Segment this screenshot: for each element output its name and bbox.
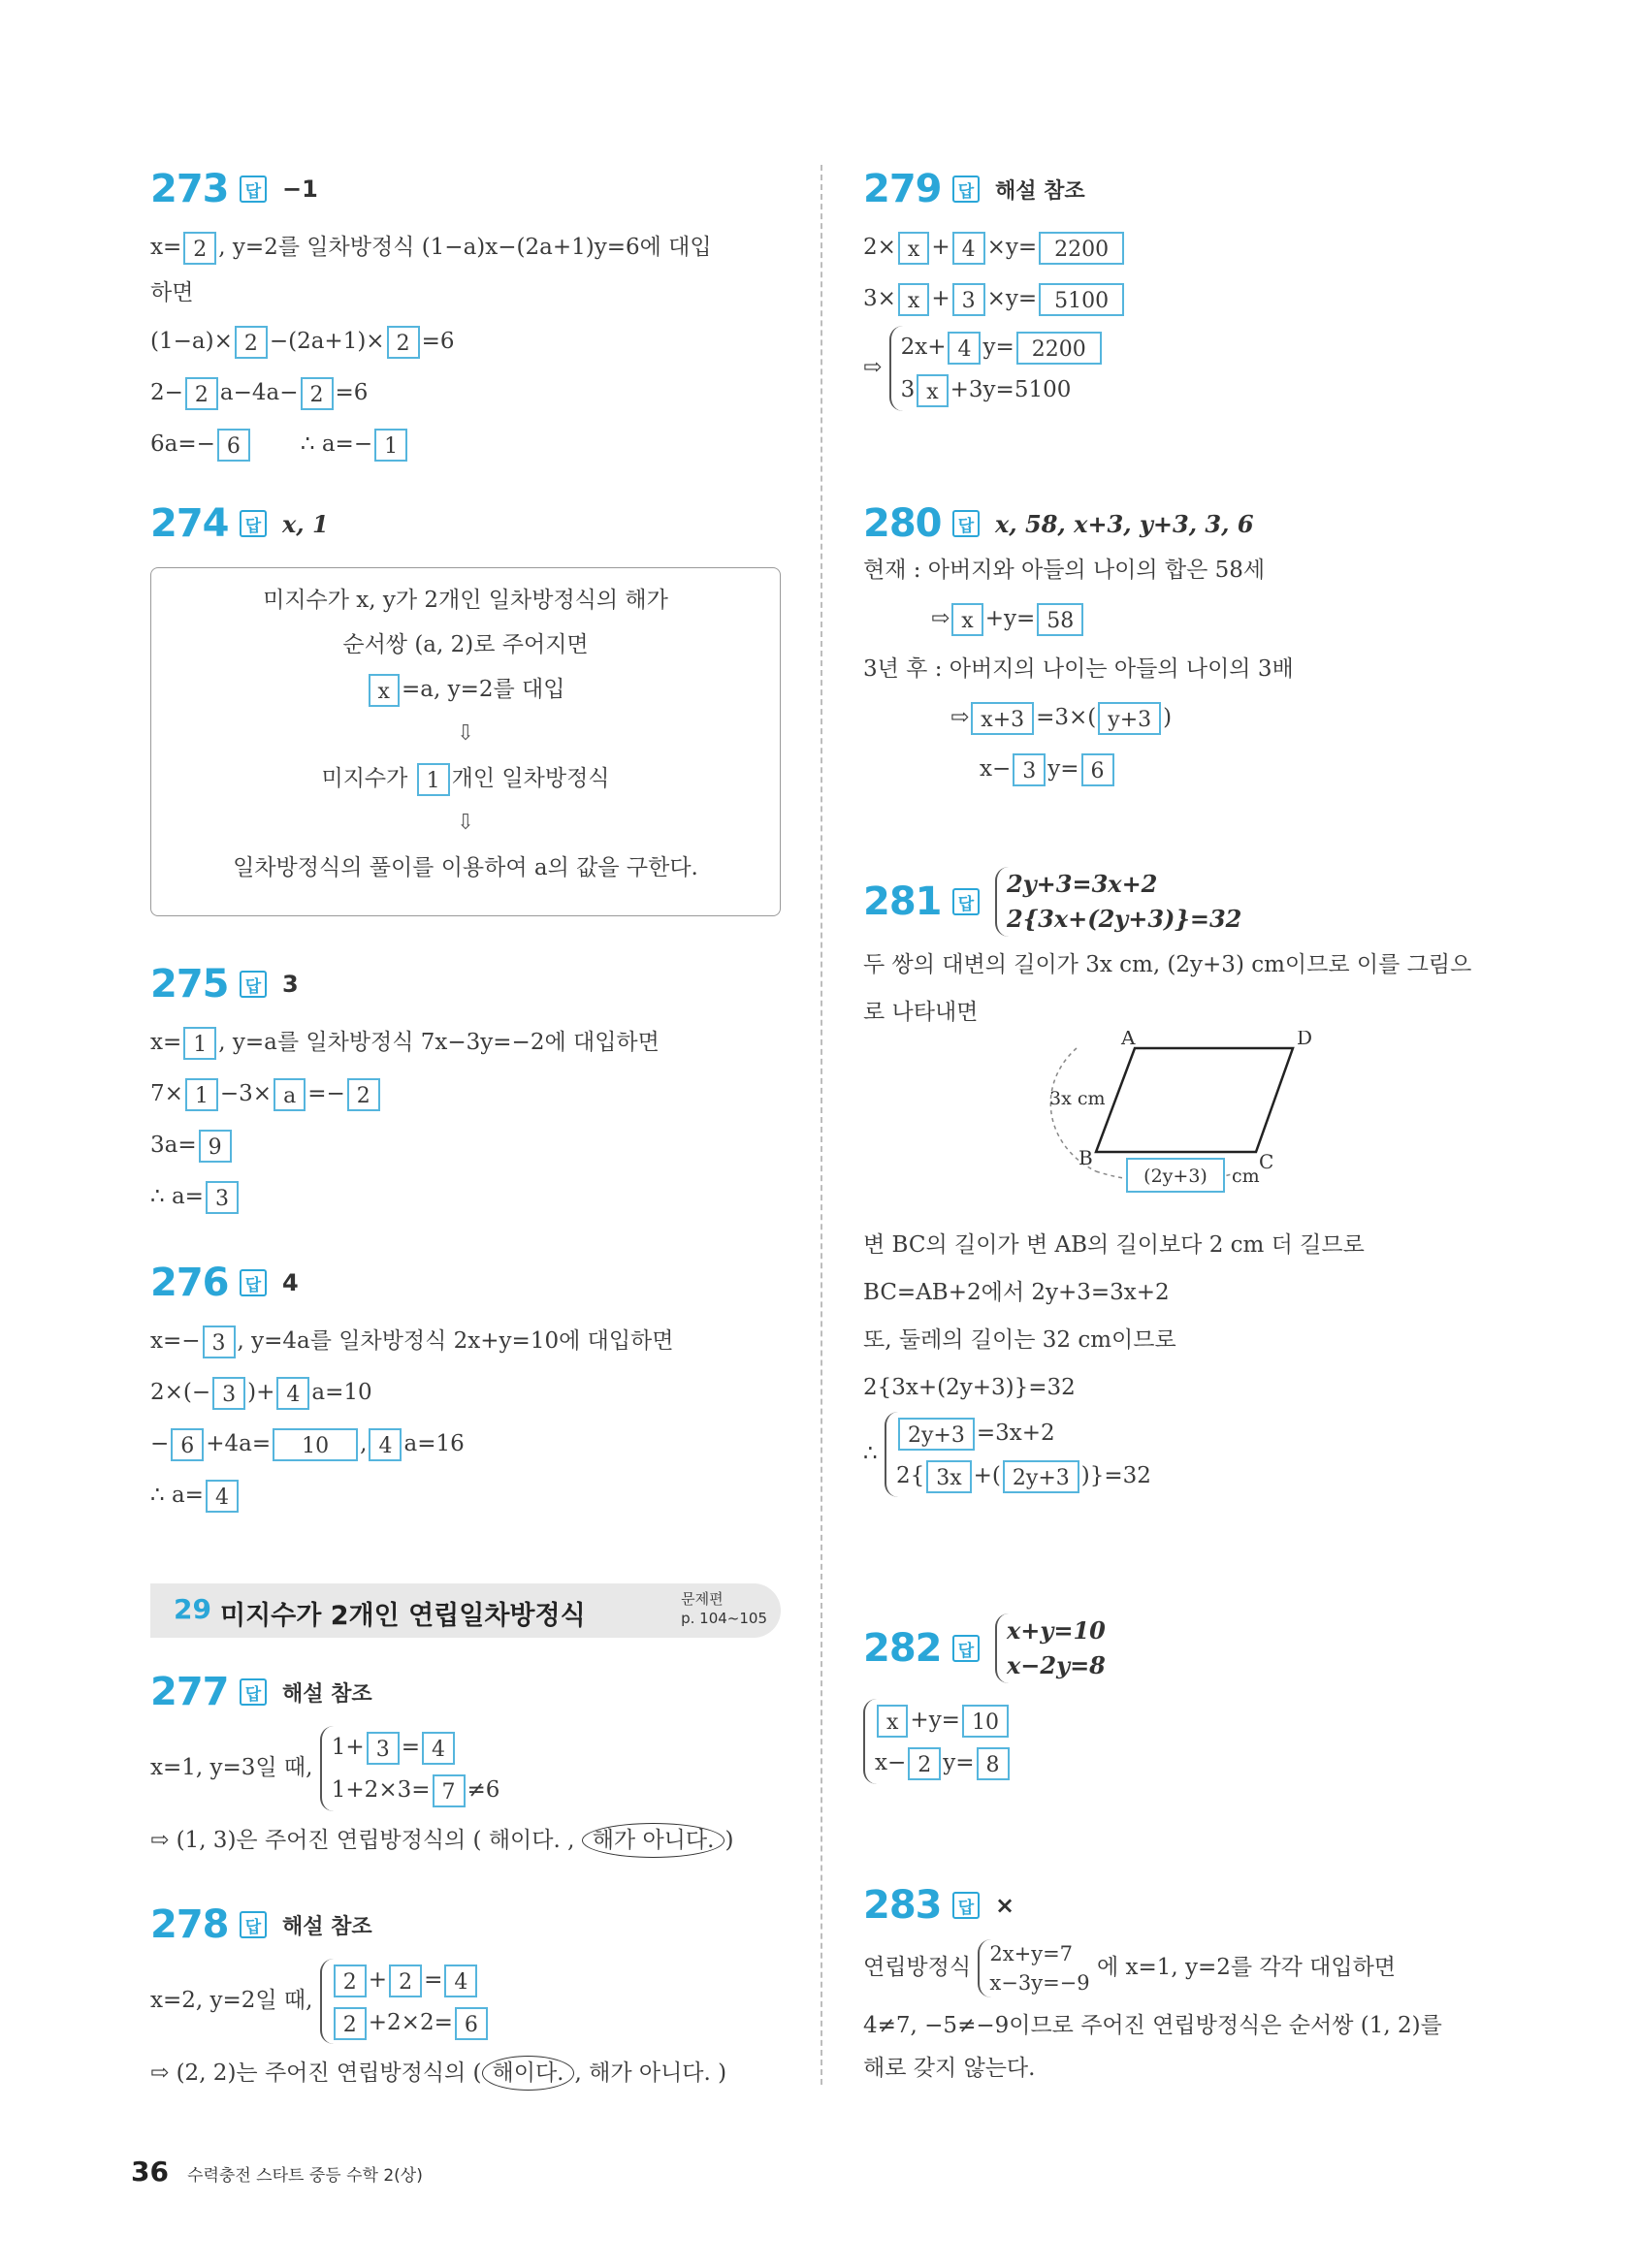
problem-number: 280	[863, 501, 942, 546]
fill-box: 10	[273, 1428, 358, 1461]
text: , 해가 아니다. )	[574, 2060, 727, 2086]
fill-box: 2	[334, 2007, 367, 2040]
text: 미지수가	[321, 766, 408, 791]
text: 3년 후 : 아버지의 나이는 아들의 나이의 3배	[863, 656, 1294, 682]
therefore-symbol: ∴	[863, 1441, 878, 1466]
problem-number: 281	[863, 879, 942, 924]
problem-number: 282	[863, 1626, 942, 1671]
text: ∴ a=	[150, 1483, 204, 1508]
fill-box: 2200	[1039, 232, 1124, 265]
answer-text: −1	[282, 176, 318, 203]
fill-box: 10	[962, 1705, 1009, 1738]
fill-box: x	[898, 232, 929, 265]
fill-box: 58	[1037, 603, 1083, 636]
text: 변 BC의 길이가 변 AB의 길이보다 2 cm 더 길므로	[863, 1232, 1365, 1258]
section-number: 29	[174, 1593, 211, 1625]
text: x=	[150, 1030, 182, 1055]
page-number: 36	[131, 2156, 169, 2188]
problem-276	[150, 1259, 781, 1513]
answer-text: 해설 참조	[282, 1681, 372, 1707]
problem-number: 275	[150, 962, 229, 1006]
box-line: 미지수가 x, y가 2개인 일차방정식의 해가	[263, 588, 668, 613]
fill-box: 1	[374, 429, 407, 462]
text: 하면	[150, 280, 194, 305]
text: +3y=5100	[950, 377, 1072, 402]
text: 연립방정식	[863, 1955, 972, 1980]
text: 1+2×3=	[331, 1777, 431, 1803]
box-line: 순서쌍 (a, 2)로 주어지면	[342, 632, 589, 657]
text: +(	[973, 1463, 1001, 1488]
system-brace	[320, 1959, 490, 2044]
text: =6	[421, 329, 455, 354]
text: 2x+	[900, 335, 947, 360]
answer-badge: 답	[952, 1635, 980, 1662]
system-brace	[889, 326, 1104, 411]
problem-number: 283	[863, 1883, 942, 1928]
unit-label: cm	[1232, 1166, 1260, 1187]
vertex-b-label: B	[1079, 1146, 1093, 1169]
vertex-a-label: A	[1121, 1031, 1136, 1049]
parallelogram-figure	[863, 1031, 1503, 1225]
answer-text: x, 1	[282, 509, 329, 538]
system-brace	[863, 1699, 1012, 1784]
text: ⇨ (1, 3)은 주어진 연립방정식의 ( 해이다. ,	[150, 1828, 575, 1853]
text: +	[931, 286, 950, 311]
answer-badge: 답	[952, 510, 980, 537]
problem-282	[863, 1610, 1503, 1784]
fill-box: a	[274, 1078, 306, 1111]
text: ×y=	[986, 235, 1038, 260]
answer-badge: 답	[240, 1911, 267, 1938]
fill-box: 2y+3	[898, 1418, 975, 1451]
fill-box: 2y+3	[1003, 1460, 1079, 1493]
text: a−4a−	[219, 380, 299, 405]
vertex-c-label: C	[1259, 1150, 1274, 1173]
text: 3a=	[150, 1133, 197, 1158]
problem-274	[150, 499, 781, 548]
text: +y=	[910, 1708, 960, 1733]
fill-box: 1	[185, 1078, 218, 1111]
circled-answer: 해이다.	[482, 2056, 575, 2091]
text: 두 쌍의 대변의 길이가 3x cm, (2y+3) cm이므로 이를 그림으	[863, 952, 1472, 977]
fill-box: 3	[952, 283, 985, 316]
text: )}=32	[1080, 1463, 1151, 1488]
answer-badge: 답	[240, 1678, 267, 1706]
answer-eq-2: 2{3x+(2y+3)}=32	[1007, 905, 1242, 933]
answer-system	[995, 1613, 1106, 1683]
fill-box: 8	[977, 1747, 1010, 1780]
section-reference	[681, 1589, 767, 1628]
text: ,	[360, 1431, 368, 1456]
page-footer	[131, 2156, 423, 2188]
text: 2×	[863, 235, 896, 260]
down-arrow-icon: ⇩	[456, 721, 475, 746]
text: 1+	[331, 1735, 365, 1760]
text: y=	[982, 335, 1014, 360]
text: (1−a)×	[150, 329, 233, 354]
text: x−	[980, 756, 1012, 782]
problem-number: 277	[150, 1670, 229, 1714]
system-brace	[320, 1726, 500, 1811]
fill-box: 3	[203, 1326, 236, 1358]
concept-box-274	[150, 567, 781, 916]
answer-text: ×	[995, 1892, 1015, 1919]
text: 3×	[863, 286, 896, 311]
text: 에 x=1, y=2를 각각 대입하면	[1096, 1955, 1397, 1980]
fill-box: 4	[276, 1377, 309, 1410]
fill-box: 6	[171, 1428, 204, 1461]
text: 로 나타내면	[863, 1000, 979, 1025]
problem-275	[150, 960, 781, 1214]
problem-number: 274	[150, 501, 229, 546]
answer-badge: 답	[952, 888, 980, 915]
text: x=1, y=3일 때,	[150, 1755, 313, 1780]
text: x=−	[150, 1328, 201, 1354]
right-arrow-icon: ⇨	[950, 705, 970, 730]
text: , y=4a를 일차방정식 2x+y=10에 대입하면	[237, 1328, 674, 1354]
text: 2−	[150, 380, 183, 405]
bottom-length-label: (2y+3)	[1143, 1166, 1207, 1187]
system-brace	[885, 1412, 1151, 1497]
answer-text: 해설 참조	[995, 178, 1085, 204]
fill-box: 6	[455, 2007, 488, 2040]
fill-box: x	[369, 674, 400, 707]
fill-box: 3	[367, 1732, 400, 1765]
answer-text: x, 58, x+3, y+3, 3, 6	[995, 509, 1254, 538]
problem-273	[150, 165, 781, 462]
text: )	[724, 1828, 734, 1853]
fill-box: 2	[347, 1078, 380, 1111]
problem-number: 278	[150, 1902, 229, 1947]
fill-box: 4	[948, 332, 981, 365]
fill-box: 3	[206, 1181, 239, 1214]
text: 2×(−	[150, 1380, 211, 1405]
section-ref-label: 문제편	[681, 1590, 724, 1608]
fill-box: 4	[444, 1965, 477, 1997]
text: +	[368, 1967, 388, 1993]
equation: 2x+y=7	[989, 1942, 1074, 1965]
fill-box: 9	[199, 1130, 232, 1163]
text: x=	[150, 235, 182, 260]
text: 또, 둘레의 길이는 32 cm이므로	[863, 1327, 1176, 1353]
fill-box: x	[917, 374, 948, 407]
text: +	[931, 235, 950, 260]
right-arrow-icon: ⇨	[863, 355, 883, 380]
problem-283	[863, 1881, 1503, 2083]
text: ∴ a=	[150, 1184, 204, 1209]
fill-box: 6	[217, 429, 250, 462]
answer-text: 해설 참조	[282, 1914, 372, 1939]
fill-box: 3	[1013, 753, 1046, 786]
answer-badge: 답	[952, 176, 980, 203]
text: y=	[1047, 756, 1079, 782]
text: )+	[247, 1380, 275, 1405]
text: ∴ a=−	[300, 431, 373, 457]
fill-box: 7	[433, 1774, 466, 1807]
text: 4≠7, −5≠−9이므로 주어진 연립방정식은 순서쌍 (1, 2)를	[863, 2013, 1442, 2038]
fill-box: 4	[952, 232, 985, 265]
fill-box: y+3	[1098, 702, 1161, 735]
fill-box: x+3	[971, 702, 1034, 735]
system-brace	[978, 1939, 1089, 1997]
text: =6	[335, 380, 369, 405]
text: )	[1163, 705, 1173, 730]
right-arrow-icon: ⇨	[931, 606, 950, 631]
text: 해로 갖지 않는다.	[863, 2056, 1036, 2081]
equation: x−3y=−9	[989, 1971, 1090, 1995]
fill-box: 1	[417, 763, 450, 796]
text: 현재 : 아버지와 아들의 나이의 합은 58세	[863, 558, 1266, 583]
answer-badge: 답	[952, 1892, 980, 1919]
box-line: =a, y=2를 대입	[401, 677, 565, 702]
text: =3×(	[1036, 705, 1097, 730]
section-header	[150, 1583, 781, 1638]
side-length-label: 3x cm	[1049, 1088, 1106, 1109]
text: ×y=	[986, 286, 1038, 311]
fill-box: x	[898, 283, 929, 316]
answer-badge: 답	[240, 971, 267, 998]
fill-box: 2	[183, 232, 216, 265]
problem-277	[150, 1668, 781, 1858]
column-divider	[821, 165, 822, 2085]
fill-box: 2	[387, 326, 420, 359]
fill-box: 5100	[1039, 283, 1124, 316]
text: 6a=−	[150, 431, 215, 457]
problem-279	[863, 165, 1503, 411]
text: −3×	[219, 1081, 273, 1106]
problem-280	[863, 499, 1503, 786]
fill-box: x	[877, 1705, 908, 1738]
fill-box: 4	[206, 1480, 239, 1513]
answer-eq-1: x+y=10	[1007, 1616, 1106, 1645]
fill-box: 2	[301, 377, 334, 410]
problem-278	[150, 1901, 781, 2091]
text: , y=2를 일차방정식 (1−a)x−(2a+1)y=6에 대입	[218, 235, 712, 260]
section-title: 미지수가 2개인 연립일차방정식	[220, 1601, 586, 1631]
answer-eq-2: x−2y=8	[1007, 1651, 1106, 1679]
fill-box: 4	[422, 1732, 455, 1765]
text: 7×	[150, 1081, 183, 1106]
text: −(2a+1)×	[269, 329, 385, 354]
problem-number: 273	[150, 167, 229, 211]
problem-number: 279	[863, 167, 942, 211]
answer-badge: 답	[240, 176, 267, 203]
text: ≠6	[467, 1777, 500, 1803]
text: =	[401, 1735, 420, 1760]
answer-badge: 답	[240, 510, 267, 537]
circled-answer: 해가 아니다.	[582, 1823, 725, 1858]
text: =−	[307, 1081, 345, 1106]
fill-box: 3	[212, 1377, 245, 1410]
answer-text: 3	[282, 971, 299, 998]
fill-box: 2200	[1016, 332, 1102, 365]
fill-box: 2	[908, 1747, 941, 1780]
text: =	[424, 1967, 443, 1993]
text: x−	[875, 1750, 907, 1775]
book-title: 수력충전 스타트 중등 수학 2(상)	[187, 2166, 423, 2186]
down-arrow-icon: ⇩	[456, 811, 475, 835]
answer-system	[995, 867, 1241, 937]
fill-box: 3x	[926, 1460, 971, 1493]
text: +2×2=	[368, 2010, 453, 2035]
text: 개인 일차방정식	[451, 766, 610, 791]
text: +4a=	[206, 1431, 272, 1456]
fill-box: 1	[183, 1027, 216, 1060]
fill-box: 4	[369, 1428, 402, 1461]
text: a=10	[311, 1380, 372, 1405]
text: =3x+2	[976, 1421, 1055, 1446]
answer-badge: 답	[240, 1269, 267, 1296]
text: ⇨ (2, 2)는 주어진 연립방정식의 (	[150, 2060, 482, 2086]
text: 2{3x+(2y+3)}=32	[863, 1375, 1076, 1400]
problem-number: 276	[150, 1261, 229, 1305]
fill-box: 2	[185, 377, 218, 410]
section-ref-pages: p. 104~105	[681, 1610, 767, 1627]
text: BC=AB+2에서 2y+3=3x+2	[863, 1280, 1170, 1305]
text: +y=	[984, 606, 1036, 631]
text: −	[150, 1431, 170, 1456]
answer-text: 4	[282, 1269, 299, 1296]
text: x=2, y=2일 때,	[150, 1988, 313, 2013]
text: , y=a를 일차방정식 7x−3y=−2에 대입하면	[218, 1030, 660, 1055]
text: y=	[943, 1750, 975, 1775]
fill-box: 2	[334, 1965, 367, 1997]
fill-box: 2	[389, 1965, 422, 1997]
fill-box: 6	[1081, 753, 1114, 786]
fill-box: 2	[235, 326, 268, 359]
problem-281	[863, 863, 1503, 1497]
fill-box: x	[951, 603, 982, 636]
text: a=16	[403, 1431, 465, 1456]
box-line: 일차방정식의 풀이를 이용하여 a의 값을 구한다.	[233, 855, 698, 880]
parallelogram	[1096, 1048, 1293, 1152]
text: 2{	[895, 1463, 925, 1488]
answer-eq-1: 2y+3=3x+2	[1007, 870, 1158, 898]
text: 3	[900, 377, 916, 402]
vertex-d-label: D	[1297, 1031, 1313, 1049]
